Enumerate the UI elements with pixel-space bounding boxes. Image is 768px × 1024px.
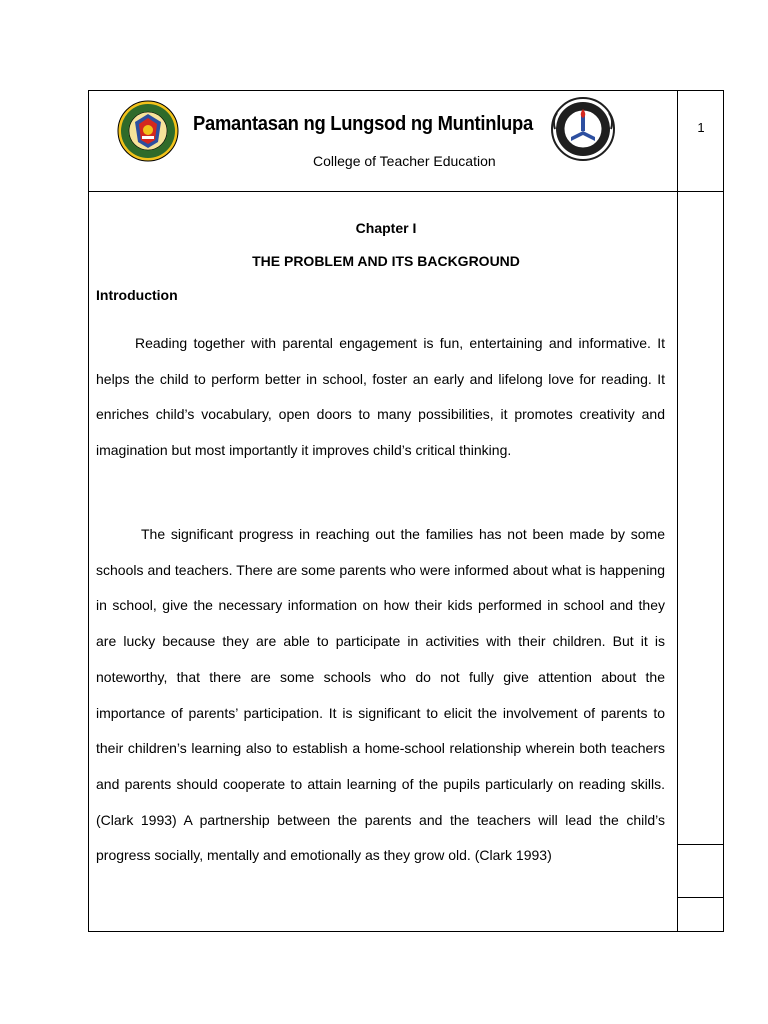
document-page <box>88 90 724 932</box>
paragraph-1: Reading together with parental engagement is fun, entertaining and informative. It helps the child to perform better in school, foster an early and lifelong love for reading. It enriches child’s vocabulary, open doors to many possibilities, it promotes creativity and imagination but most importantly it improves child’s critical thinking. <box>96 335 665 459</box>
college-seal-logo <box>551 97 615 161</box>
page-number: 1 <box>697 120 705 135</box>
university-seal-logo <box>117 100 179 162</box>
paragraph-2: The significant progress in reaching out the families has not been made by some schools and teachers. There are some parents who were informed about what is happening in school, give the necessary information on how their kids performed in school and they are lucky because they are able to participate in activities with their children. But it is noteworthy, that there are some schools who do not fully give attention about the importance of parents’ participation. It is significant to elicit the involvement of parents to their children’s learning also to establish a home-school relationship wherein both teachers and parents should cooperate to attain learning of the pupils particularly on reading skills.(Clark 1993) A partnership between the parents and the teachers will lead the child’s progress socially, mentally and emotionally as they grow old. (Clark 1993) <box>96 526 665 864</box>
chapter-title: THE PROBLEM AND ITS BACKGROUND <box>252 253 520 269</box>
college-name: College of Teacher Education <box>313 153 496 169</box>
section-heading: Introduction <box>96 287 178 303</box>
university-name: Pamantasan ng Lungsod ng Muntinlupa <box>193 113 533 135</box>
margin-rule <box>678 844 723 845</box>
header-divider <box>89 191 723 192</box>
margin-rule <box>678 897 723 898</box>
margin-column-divider <box>677 91 678 931</box>
chapter-label: Chapter I <box>355 220 417 236</box>
